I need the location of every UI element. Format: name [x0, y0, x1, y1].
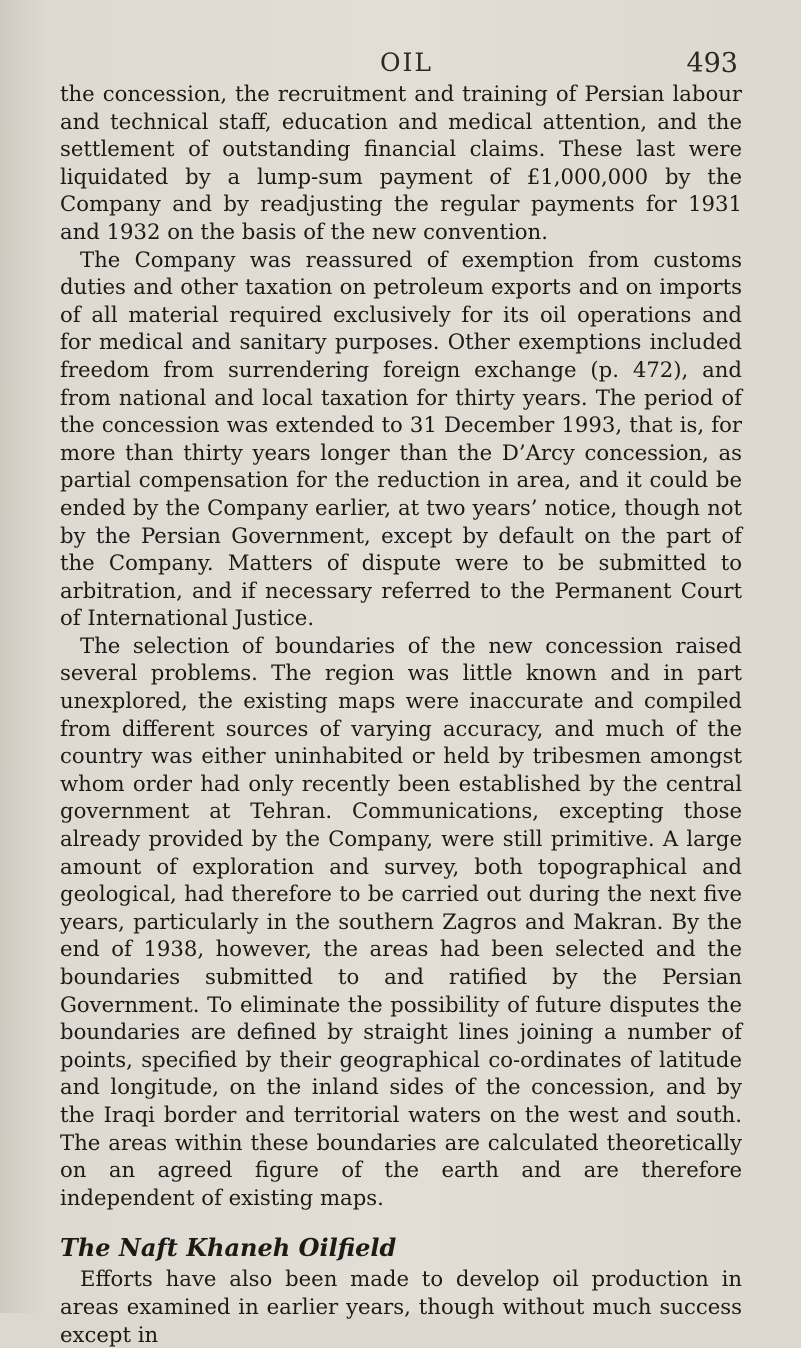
paragraph-boundaries: The selection of boundaries of the new concession raised several problems. The region was little known and in part unexplored, the existing maps were inaccurate and compiled from different sources of varying accuracy, and much of the country was either uninhabited or held by tribesmen amongst whom order had only recently been established by the central government at Tehran. Communications, excepting those already provided by the Company, were still primitive. A large amount of exploration and survey, both topographical and geological, had therefore to be carried out during the next five years, particularly in the southern Zagros and Makran. By the end of 1938, however, the areas had been selected and the boundaries submitted to and ratified by the Persian Government. To eliminate the possibility of future disputes the boundaries are defined by straight lines joining a number of points, specified by their geographical co-ordinates of latitude and longitude, on the inland sides of the concession, and by the Iraqi border and territorial waters on the west and south. The areas within these boundaries are calculated theoretically on an agreed figure of the earth and are therefore independent of existing maps.: [60, 632, 742, 1210]
body-text: [60, 80, 742, 1348]
paragraph-continuation: the concession, the recruitment and training of Persian labour and technical staff, education and medical attention, and the settlement of outstanding financial claims. These last were liquidated by a lump-sum payment of £1,000,000 by the Company and by readjusting the regular payments for 1931 and 1932 on the basis of the new convention.: [60, 81, 742, 244]
running-head: [60, 44, 740, 84]
section-heading: The Naft Khaneh Oilfield: [60, 1233, 397, 1263]
paragraph-naft-khaneh: Efforts have also been made to develop oil production in areas examined in earlier years, though without much success except in: [60, 1266, 742, 1347]
paragraph-exemptions: The Company was reassured of exemption from customs duties and other taxation on petroleum exports and on imports of all material required exclusively for its oil operations and for medical and sanitary purposes. Other exemptions included freedom from surrendering foreign exchange (p. 472), and from national and local taxation for thirty years. The period of the concession was extended to 31 December 1993, that is, for more than thirty years longer than the D’Arcy concession, as partial compensation for the reduction in area, and it could be ended by the Company earlier, at two years’ notice, though not by the Persian Government, except by default on the part of the Company. Matters of dispute were to be submitted to arbitration, and if necessary referred to the Permanent Court of International Justice.: [60, 246, 742, 631]
running-head-title: OIL: [380, 48, 433, 77]
page-number: 493: [686, 48, 738, 79]
